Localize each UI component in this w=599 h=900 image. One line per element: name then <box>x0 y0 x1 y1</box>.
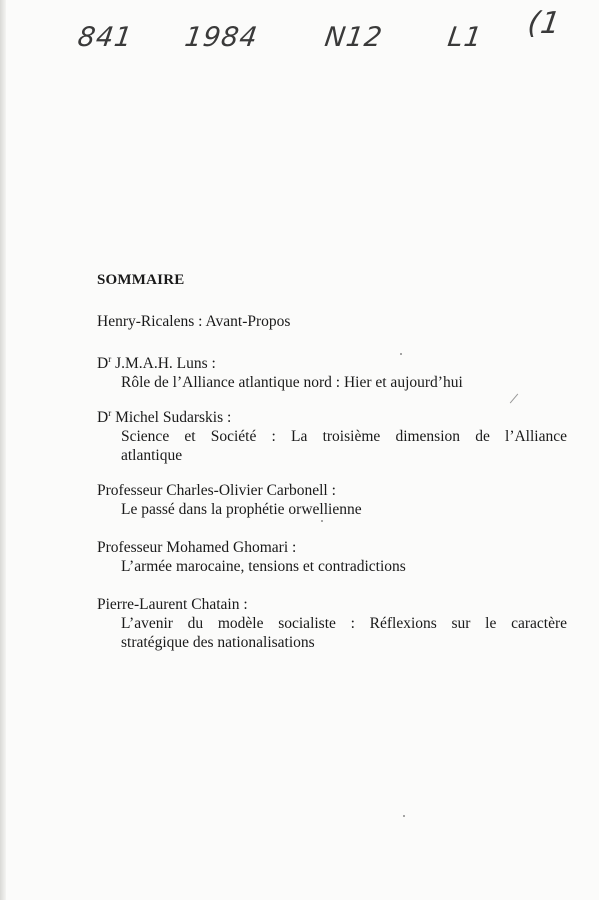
handwritten-note-2: 1984 <box>182 22 260 53</box>
contents-entry <box>97 312 577 331</box>
entry-author: Professeur Mohamed Ghomari : <box>97 539 297 556</box>
entry-title-line-1: L’avenir du modèle socialiste : Réflexions sur le caractère <box>121 615 567 632</box>
contents-heading: SOMMAIRE <box>97 272 185 288</box>
contents-entry <box>97 595 577 652</box>
contents-entry <box>97 481 577 519</box>
handwritten-note-5: (1 <box>525 6 564 41</box>
handwritten-note-4: L1 <box>445 22 485 53</box>
paper-speck <box>403 815 405 817</box>
contents-entry <box>97 538 577 576</box>
entry-author <box>97 404 577 427</box>
paper-mark <box>510 394 518 404</box>
author-name: Michel Sudarskis : <box>111 409 232 426</box>
contents-entry <box>97 404 577 465</box>
contents-entry <box>97 350 577 392</box>
entry-author: Pierre-Laurent Chatain : <box>97 596 248 613</box>
handwritten-note-3: N12 <box>322 22 385 53</box>
entry-author <box>97 350 577 373</box>
paper-speck <box>400 353 402 355</box>
entry-title-line-2: atlantique <box>121 447 183 464</box>
entry-author: Henry-Ricalens : Avant-Propos <box>97 313 291 330</box>
entry-title: L’armée marocaine, tensions et contradictions <box>121 558 406 575</box>
entry-title-line-2: stratégique des nationalisations <box>121 634 315 651</box>
author-prefix-superscript: r <box>108 408 112 418</box>
entry-title: Rôle de l’Alliance atlantique nord : Hier et aujourd’hui <box>121 374 463 391</box>
author-prefix-superscript: r <box>108 354 112 364</box>
entry-author: Professeur Charles-Olivier Carbonell : <box>97 482 336 499</box>
entry-title-line-1: Science et Société : La troisième dimension de l’Alliance <box>121 428 567 445</box>
author-prefix: D <box>97 355 109 372</box>
author-name: J.M.A.H. Luns : <box>111 355 216 372</box>
page-spine <box>0 0 6 900</box>
author-prefix: D <box>97 409 109 426</box>
handwritten-note-1: 841 <box>75 22 135 53</box>
paper-speck <box>321 520 323 522</box>
entry-title: Le passé dans la prophétie orwellienne <box>121 501 362 518</box>
